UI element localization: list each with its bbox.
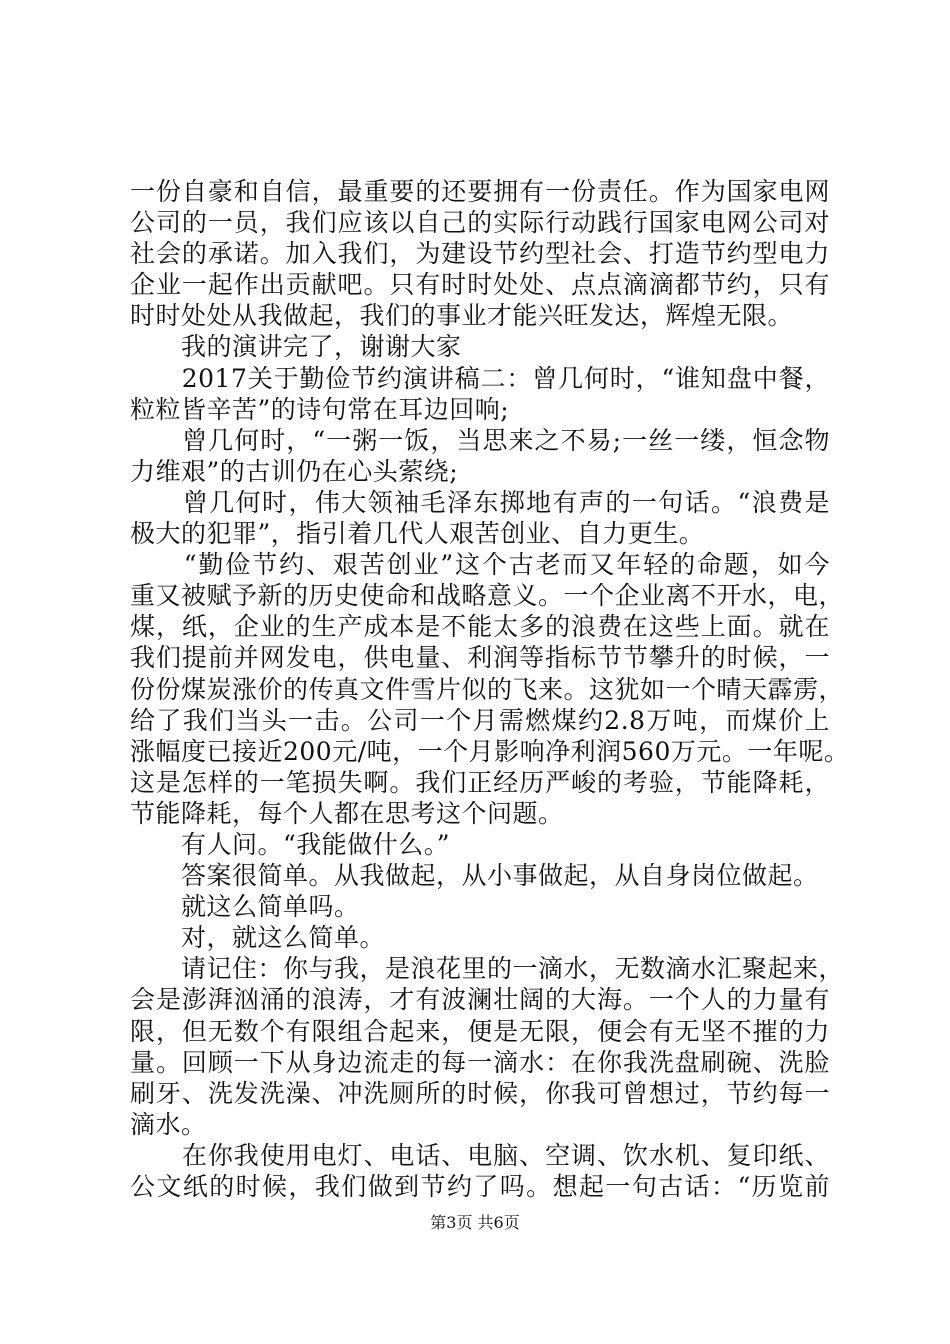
text-line: 节能降耗，每个人都在思考这个问题。 bbox=[130, 798, 564, 828]
text-line: 力维艰”的古训仍在心头萦绕; bbox=[130, 456, 459, 486]
text-line: 2017关于勤俭节约演讲稿二：曾几何时，“谁知盘中餐， bbox=[130, 363, 830, 393]
text-line: 在你我使用电灯、电话、电脑、空调、饮水机、复印纸、 bbox=[130, 1140, 830, 1170]
text-line: 会是澎湃汹涌的浪涛，才有波澜壮阔的大海。一个人的力量有 bbox=[130, 985, 830, 1015]
text-line: 一份自豪和自信，最重要的还要拥有一份责任。作为国家电网 bbox=[130, 177, 830, 206]
text-line: 粒粒皆辛苦”的诗句常在耳边回响; bbox=[130, 394, 510, 424]
text-line: 涨幅度已接近200元/吨，一个月影响净利润560万元。一年呢。 bbox=[130, 736, 850, 766]
text-line: 这是怎样的一笔损失啊。我们正经历严峻的考验，节能降耗， bbox=[130, 767, 830, 797]
text-line: 极大的犯罪”，指引着几代人艰苦创业、自力更生。 bbox=[130, 519, 705, 549]
text-line: 曾几何时，“一粥一饭，当思来之不易;一丝一缕，恒念物 bbox=[130, 425, 830, 455]
text-line: “勤俭节约、艰苦创业”这个古老而又年轻的命题，如今 bbox=[130, 550, 830, 580]
text-line: 公司的一员，我们应该以自己的实际行动践行国家电网公司对 bbox=[130, 208, 830, 238]
text-line: 请记住：你与我，是浪花里的一滴水，无数滴水汇聚起来， bbox=[130, 954, 845, 984]
text-line: 滴水。 bbox=[130, 1109, 207, 1139]
page-footer: 第3页 共6页 bbox=[430, 1213, 520, 1232]
text-line: 量。回顾一下从身边流走的每一滴水：在你我洗盘刷碗、洗脸 bbox=[130, 1047, 830, 1077]
text-line: 限，但无数个有限组合起来，便是无限，便会有无坚不摧的力 bbox=[130, 1016, 830, 1046]
text-line: 社会的承诺。加入我们，为建设节约型社会、打造节约型电力 bbox=[130, 239, 830, 269]
text-line: 重又被赋予新的历史使命和战略意义。一个企业离不开水，电， bbox=[130, 581, 845, 611]
text-line: 时时处处从我做起，我们的事业才能兴旺发达，辉煌无限。 bbox=[130, 301, 794, 331]
text-line: 煤，纸，企业的生产成本是不能太多的浪费在这些上面。就在 bbox=[130, 612, 830, 642]
text-line: 份份煤炭涨价的传真文件雪片似的飞来。这犹如一个晴天霹雳， bbox=[130, 674, 845, 704]
text-line: 有人问。“我能做什么。” bbox=[130, 829, 451, 859]
text-line: 对，就这么简单。 bbox=[130, 923, 386, 953]
document-body bbox=[130, 176, 850, 1202]
text-line: 就这么简单吗。 bbox=[130, 892, 360, 922]
text-line: 我们提前并网发电，供电量、利润等指标节节攀升的时候，一 bbox=[130, 643, 830, 673]
text-line: 公文纸的时候，我们做到节约了吗。想起一句古话：“历览前 bbox=[130, 1172, 830, 1201]
text-line: 刷牙、洗发洗澡、冲洗厕所的时候，你我可曾想过，节约每一 bbox=[130, 1078, 830, 1108]
text-line: 我的演讲完了，谢谢大家 bbox=[130, 332, 462, 362]
text-line: 曾几何时，伟大领袖毛泽东掷地有声的一句话。“浪费是 bbox=[130, 487, 830, 517]
text-line: 企业一起作出贡献吧。只有时时处处、点点滴滴都节约，只有 bbox=[130, 270, 830, 300]
text-line: 给了我们当头一击。公司一个月需燃煤约2.8万吨，而煤价上 bbox=[130, 705, 830, 735]
text-line: 答案很简单。从我做起，从小事做起，从自身岗位做起。 bbox=[130, 861, 819, 891]
